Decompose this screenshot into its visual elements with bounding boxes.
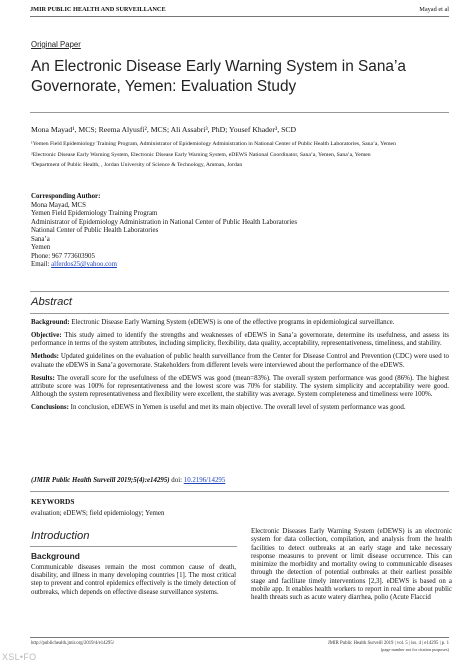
abstract-conclusions: [31, 404, 449, 412]
corresponding-line: Yemen: [31, 244, 51, 251]
corresponding-line: Phone: 967 773603905: [31, 252, 95, 260]
abstract-heading: Abstract: [31, 296, 73, 308]
background-label: Background:: [31, 319, 70, 326]
background-text: Electronic Disease Early Warning System (eDEWS) is one of the effective programs in epidemiological surveillance.: [71, 319, 395, 326]
page-title: An Electronic Disease Early Warning System in Sana’a Governorate, Yemen: Evaluation Study: [31, 58, 406, 95]
citation: [31, 477, 225, 484]
doi-label: doi:: [169, 477, 184, 484]
keywords-heading: KEYWORDS: [31, 497, 75, 506]
corresponding-heading: Corresponding Author:: [31, 193, 101, 200]
footer-journal-info: JMIR Public Health Surveill 2019 | vol. 5 | iss. 4 | e14295 | p. 1: [327, 641, 449, 646]
article-type: Original Paper: [31, 40, 81, 49]
corresponding-line: Mona Mayad, MCS: [31, 201, 86, 209]
keywords-text: evaluation; eDEWS; field epidemiology; Yemen: [31, 510, 165, 517]
corresponding-line: Yemen Field Epidemiology Training Program: [31, 210, 158, 217]
citation-divider: [30, 491, 449, 492]
corresponding-line: Administrator of Epidemiology Administration in National Center of Public Health Laboratories: [31, 218, 298, 226]
email-link[interactable]: alferdos25@yahoo.com: [51, 261, 117, 268]
results-text: The overall score for the usefulness of the eDEWS was good (mean=83%). The overall system performance was good (86%). The highest attribute score was 100% for representativeness and the lowest score was 70% for stability. The system simplicity and acceptability were good. Although the system representativeness and flexibility were excellent, the stability was average. System completeness and timeliness were 100%.: [31, 374, 449, 398]
footer-divider: [30, 637, 449, 638]
results-label: Results:: [31, 374, 55, 382]
corresponding-line: National Center of Public Health Laboratories: [31, 227, 159, 234]
running-author: Mayad et al: [419, 6, 449, 13]
abstract-results: [31, 375, 449, 399]
abstract-background: [31, 319, 449, 327]
corresponding-email-row: [31, 261, 331, 270]
objective-text: This study aimed to identify the strengths and weaknesses of eDEWS in Sana’a governorate, determine its usefulness, and assess its performance in terms of the system attributes, including simplicity, flexibility, data quality, acceptability, representativeness, timeliness, and stability.: [31, 332, 449, 348]
doi-link[interactable]: 10.2196/14295: [183, 477, 226, 484]
conclusions-label: Conclusions:: [31, 404, 69, 412]
objective-label: Objective:: [31, 332, 62, 340]
footer-page-note: (page number not for citation purposes): [380, 647, 449, 652]
introduction-divider: [30, 546, 237, 547]
conclusions-text: In conclusion, eDEWS in Yemen is useful and met its main objective. The overall level of system performance was good.: [70, 404, 406, 412]
journal-name: JMIR PUBLIC HEALTH AND SURVEILLANCE: [30, 6, 166, 13]
corresponding-divider: [30, 291, 449, 292]
affiliation-3: ³Department of Public Health, , Jordan University of Science & Technology, Amman, Jordan: [31, 162, 243, 169]
background-subheading: Background: [31, 551, 80, 561]
affiliation-1: ¹Yemen Field Epidemiology Training Program, Administrator of Epidemiology Administration in National Center of Public Health Laboratories, Sana’a, Yemen: [31, 141, 396, 147]
citation-journal: (JMIR Public Health Surveill 2019;5(4):e14295): [31, 477, 170, 484]
abstract-methods: [31, 353, 449, 369]
methods-text: Updated guidelines on the evaluation of public health surveillance from the Center for Disease Control and Prevention (CDC) were used to evaluate the eDEWS in Sana’a governorate. Stakeholders from different levels were interviewed about the performance of the eDEWS.: [31, 353, 449, 369]
email-label: Email:: [31, 261, 52, 268]
methods-label: Methods:: [31, 353, 59, 361]
header-divider: [30, 16, 449, 17]
footer-url[interactable]: http://publichealth.jmir.org/2019/4/e14295/: [31, 641, 115, 646]
affiliations: [31, 141, 449, 173]
intro-left-column: Communicable diseases remain the most common cause of death, disability, and illness in many developing countries [1]. The most critical step to prevent and control epidemics effectively is the timely detection of outbreaks, which depends on effective disease surveillance systems.: [31, 564, 236, 596]
title-divider: [30, 112, 449, 113]
corresponding-author: [31, 193, 331, 270]
abstract-divider: [30, 313, 449, 314]
abstract-body: [31, 319, 449, 417]
abstract-objective: [31, 332, 449, 348]
affiliation-2: ²Electronic Disease Early Warning System, Electronic Disease Early Warning System, eDEWS National Coordinator, Sana’a, Yemen, Sana’a, Yemen: [31, 151, 371, 158]
xslfo-watermark: XSL•FO: [2, 652, 37, 662]
intro-right-column: Electronic Diseases Early Warning System (eDEWS) is an electronic system for data collection, compilation, and analysis from the health facilities to detect outbreaks at an early stage and take necessary response measures to prevent or limit disease occurrence. This can minimize the morbidity and mortality owing to communicable diseases through the detection of potential outbreaks at their earliest possible stage and facilitate timely interventions [2,3]. eDEWS is based on a mobile app. It enables health workers to report in real time about public health threats such as acute watery diarrhea, polio (Acute Flaccid: [251, 528, 452, 602]
footer-citation: [328, 641, 449, 653]
corresponding-line: Sana’a: [31, 235, 50, 243]
introduction-heading: Introduction: [31, 530, 90, 542]
author-list: Mona Mayad¹, MCS; Reema Alyusfi², MCS; Ali Assabri³, PhD; Yousef Khader³, SCD: [31, 125, 297, 134]
